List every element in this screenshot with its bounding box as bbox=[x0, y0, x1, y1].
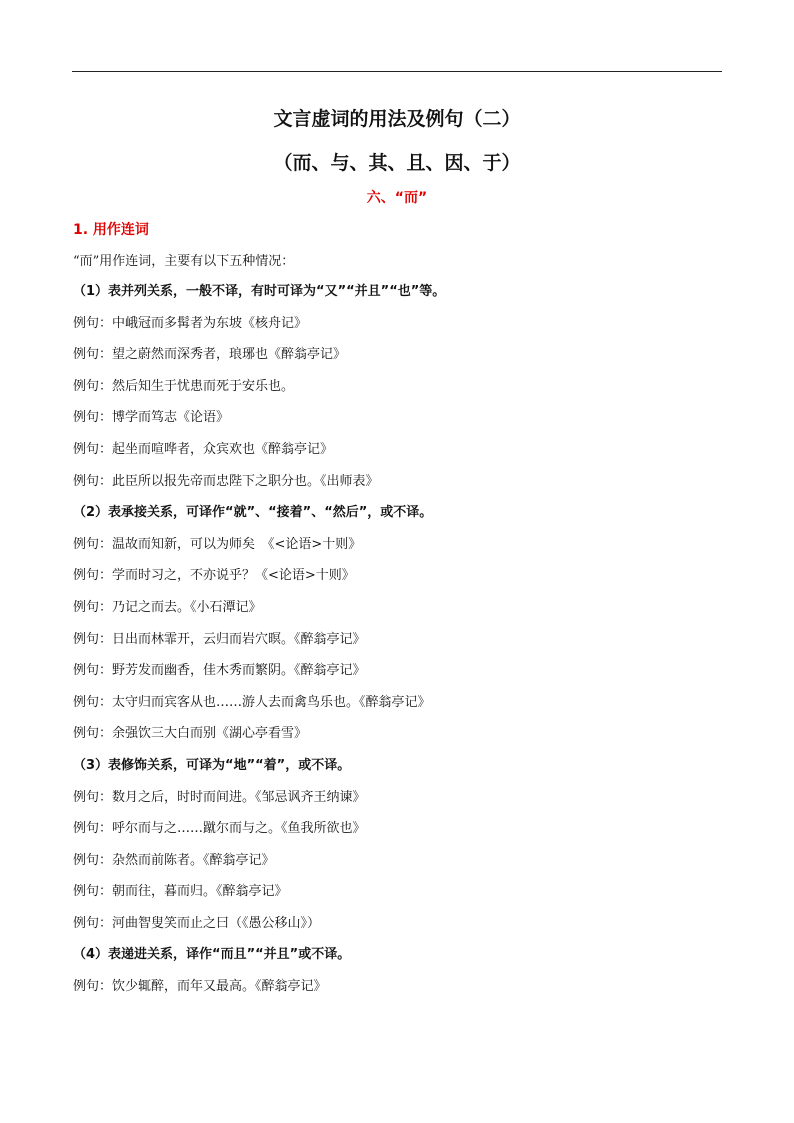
example-line bbox=[73, 819, 733, 851]
example-text: 呼尔而与之……蹴尔而与之。《鱼我所欲也》 bbox=[112, 821, 366, 837]
example-line bbox=[73, 598, 733, 630]
example-label: 例句： bbox=[73, 852, 113, 868]
header-rule bbox=[72, 71, 722, 72]
example-label: 例句： bbox=[73, 473, 113, 489]
example-text: 朝而往，暮而归。《醉翁亭记》 bbox=[112, 884, 288, 900]
example-text: 太守归而宾客从也……游人去而禽鸟乐也。《醉翁亭记》 bbox=[112, 694, 431, 710]
example-label: 例句： bbox=[73, 568, 113, 584]
example-label: 例句： bbox=[73, 694, 113, 710]
example-label: 例句： bbox=[73, 663, 113, 679]
category-heading: （2）表承接关系，可译作“就”、“接着”、“然后”，或不译。 bbox=[73, 505, 433, 521]
example-label: 例句： bbox=[73, 884, 113, 900]
example-text: 起坐而喧哗者，众宾欢也《醉翁亭记》 bbox=[112, 441, 334, 457]
example-text: 望之蔚然而深秀者，琅琊也《醉翁亭记》 bbox=[112, 347, 347, 363]
category-heading: （4）表递进关系，译作“而且”“并且”或不译。 bbox=[73, 947, 351, 963]
example-label: 例句： bbox=[73, 347, 113, 363]
example-label: 例句： bbox=[73, 315, 113, 331]
category-heading: （3）表修饰关系，可译为“地”“着”，或不译。 bbox=[73, 757, 351, 773]
example-text: 温故而知新，可以为师矣 《<论语>十则》 bbox=[112, 536, 362, 552]
example-label: 例句： bbox=[73, 378, 113, 394]
example-text: 数月之后，时时而间进。《邹忌讽齐王纳谏》 bbox=[112, 789, 366, 805]
example-line bbox=[73, 630, 733, 662]
category-heading: （1）表并列关系，一般不译，有时可译为“又”“并且”“也”等。 bbox=[73, 284, 446, 299]
example-line bbox=[73, 566, 733, 598]
example-text: 日出而林霏开，云归而岩穴暝。《醉翁亭记》 bbox=[112, 631, 366, 647]
example-line bbox=[73, 345, 733, 377]
example-label: 例句： bbox=[73, 789, 113, 805]
content-lines bbox=[73, 282, 733, 1009]
subsection-heading: 1. 用作连词 bbox=[73, 222, 149, 238]
example-line bbox=[73, 788, 733, 820]
example-label: 例句： bbox=[73, 726, 113, 742]
example-text: 余强饮三大白而别《湖心亭看雪》 bbox=[112, 726, 308, 742]
example-text: 学而时习之，不亦说乎？《<论语>十则》 bbox=[112, 568, 355, 584]
example-line bbox=[73, 882, 733, 914]
example-text: 饮少辄醉，而年又最高。《醉翁亭记》 bbox=[112, 979, 327, 995]
example-line bbox=[73, 314, 733, 346]
example-line bbox=[73, 977, 733, 1009]
section-heading: 六、“而” bbox=[366, 190, 428, 206]
example-text: 杂然而前陈者。《醉翁亭记》 bbox=[112, 852, 275, 868]
example-label: 例句： bbox=[73, 631, 113, 647]
example-text: 乃记之而去。《小石潭记》 bbox=[112, 599, 262, 615]
example-text: 中峨冠而多髯者为东坡《核舟记》 bbox=[112, 315, 308, 331]
example-label: 例句： bbox=[73, 441, 113, 457]
example-text: 河曲智叟笑而止之曰（《愚公移山》） bbox=[112, 915, 321, 931]
example-label: 例句： bbox=[73, 915, 113, 931]
example-line bbox=[73, 377, 733, 409]
example-text: 野芳发而幽香，佳木秀而繁阴。《醉翁亭记》 bbox=[112, 663, 366, 679]
example-text: 博学而笃志《论语》 bbox=[112, 410, 230, 426]
example-text: 然后知生于忧患而死于安乐也。 bbox=[112, 378, 295, 394]
example-text: 此臣所以报先帝而忠陛下之职分也。《出师表》 bbox=[112, 473, 379, 489]
example-label: 例句： bbox=[73, 410, 113, 426]
example-label: 例句： bbox=[73, 536, 113, 552]
example-label: 例句： bbox=[73, 979, 113, 995]
example-label: 例句： bbox=[73, 821, 113, 837]
example-line bbox=[73, 408, 733, 440]
example-line bbox=[73, 472, 733, 504]
example-label: 例句： bbox=[73, 599, 113, 615]
example-line bbox=[73, 661, 733, 693]
example-line bbox=[73, 851, 733, 883]
example-line bbox=[73, 440, 733, 472]
intro-paragraph: “而”用作连词，主要有以下五种情况： bbox=[73, 254, 295, 269]
example-line bbox=[73, 693, 733, 725]
document-title: 文言虚词的用法及例句（二） bbox=[273, 108, 521, 130]
document-subtitle: （而、与、其、且、因、于） bbox=[273, 152, 521, 174]
example-line bbox=[73, 724, 733, 756]
example-line bbox=[73, 535, 733, 567]
example-line bbox=[73, 914, 733, 946]
